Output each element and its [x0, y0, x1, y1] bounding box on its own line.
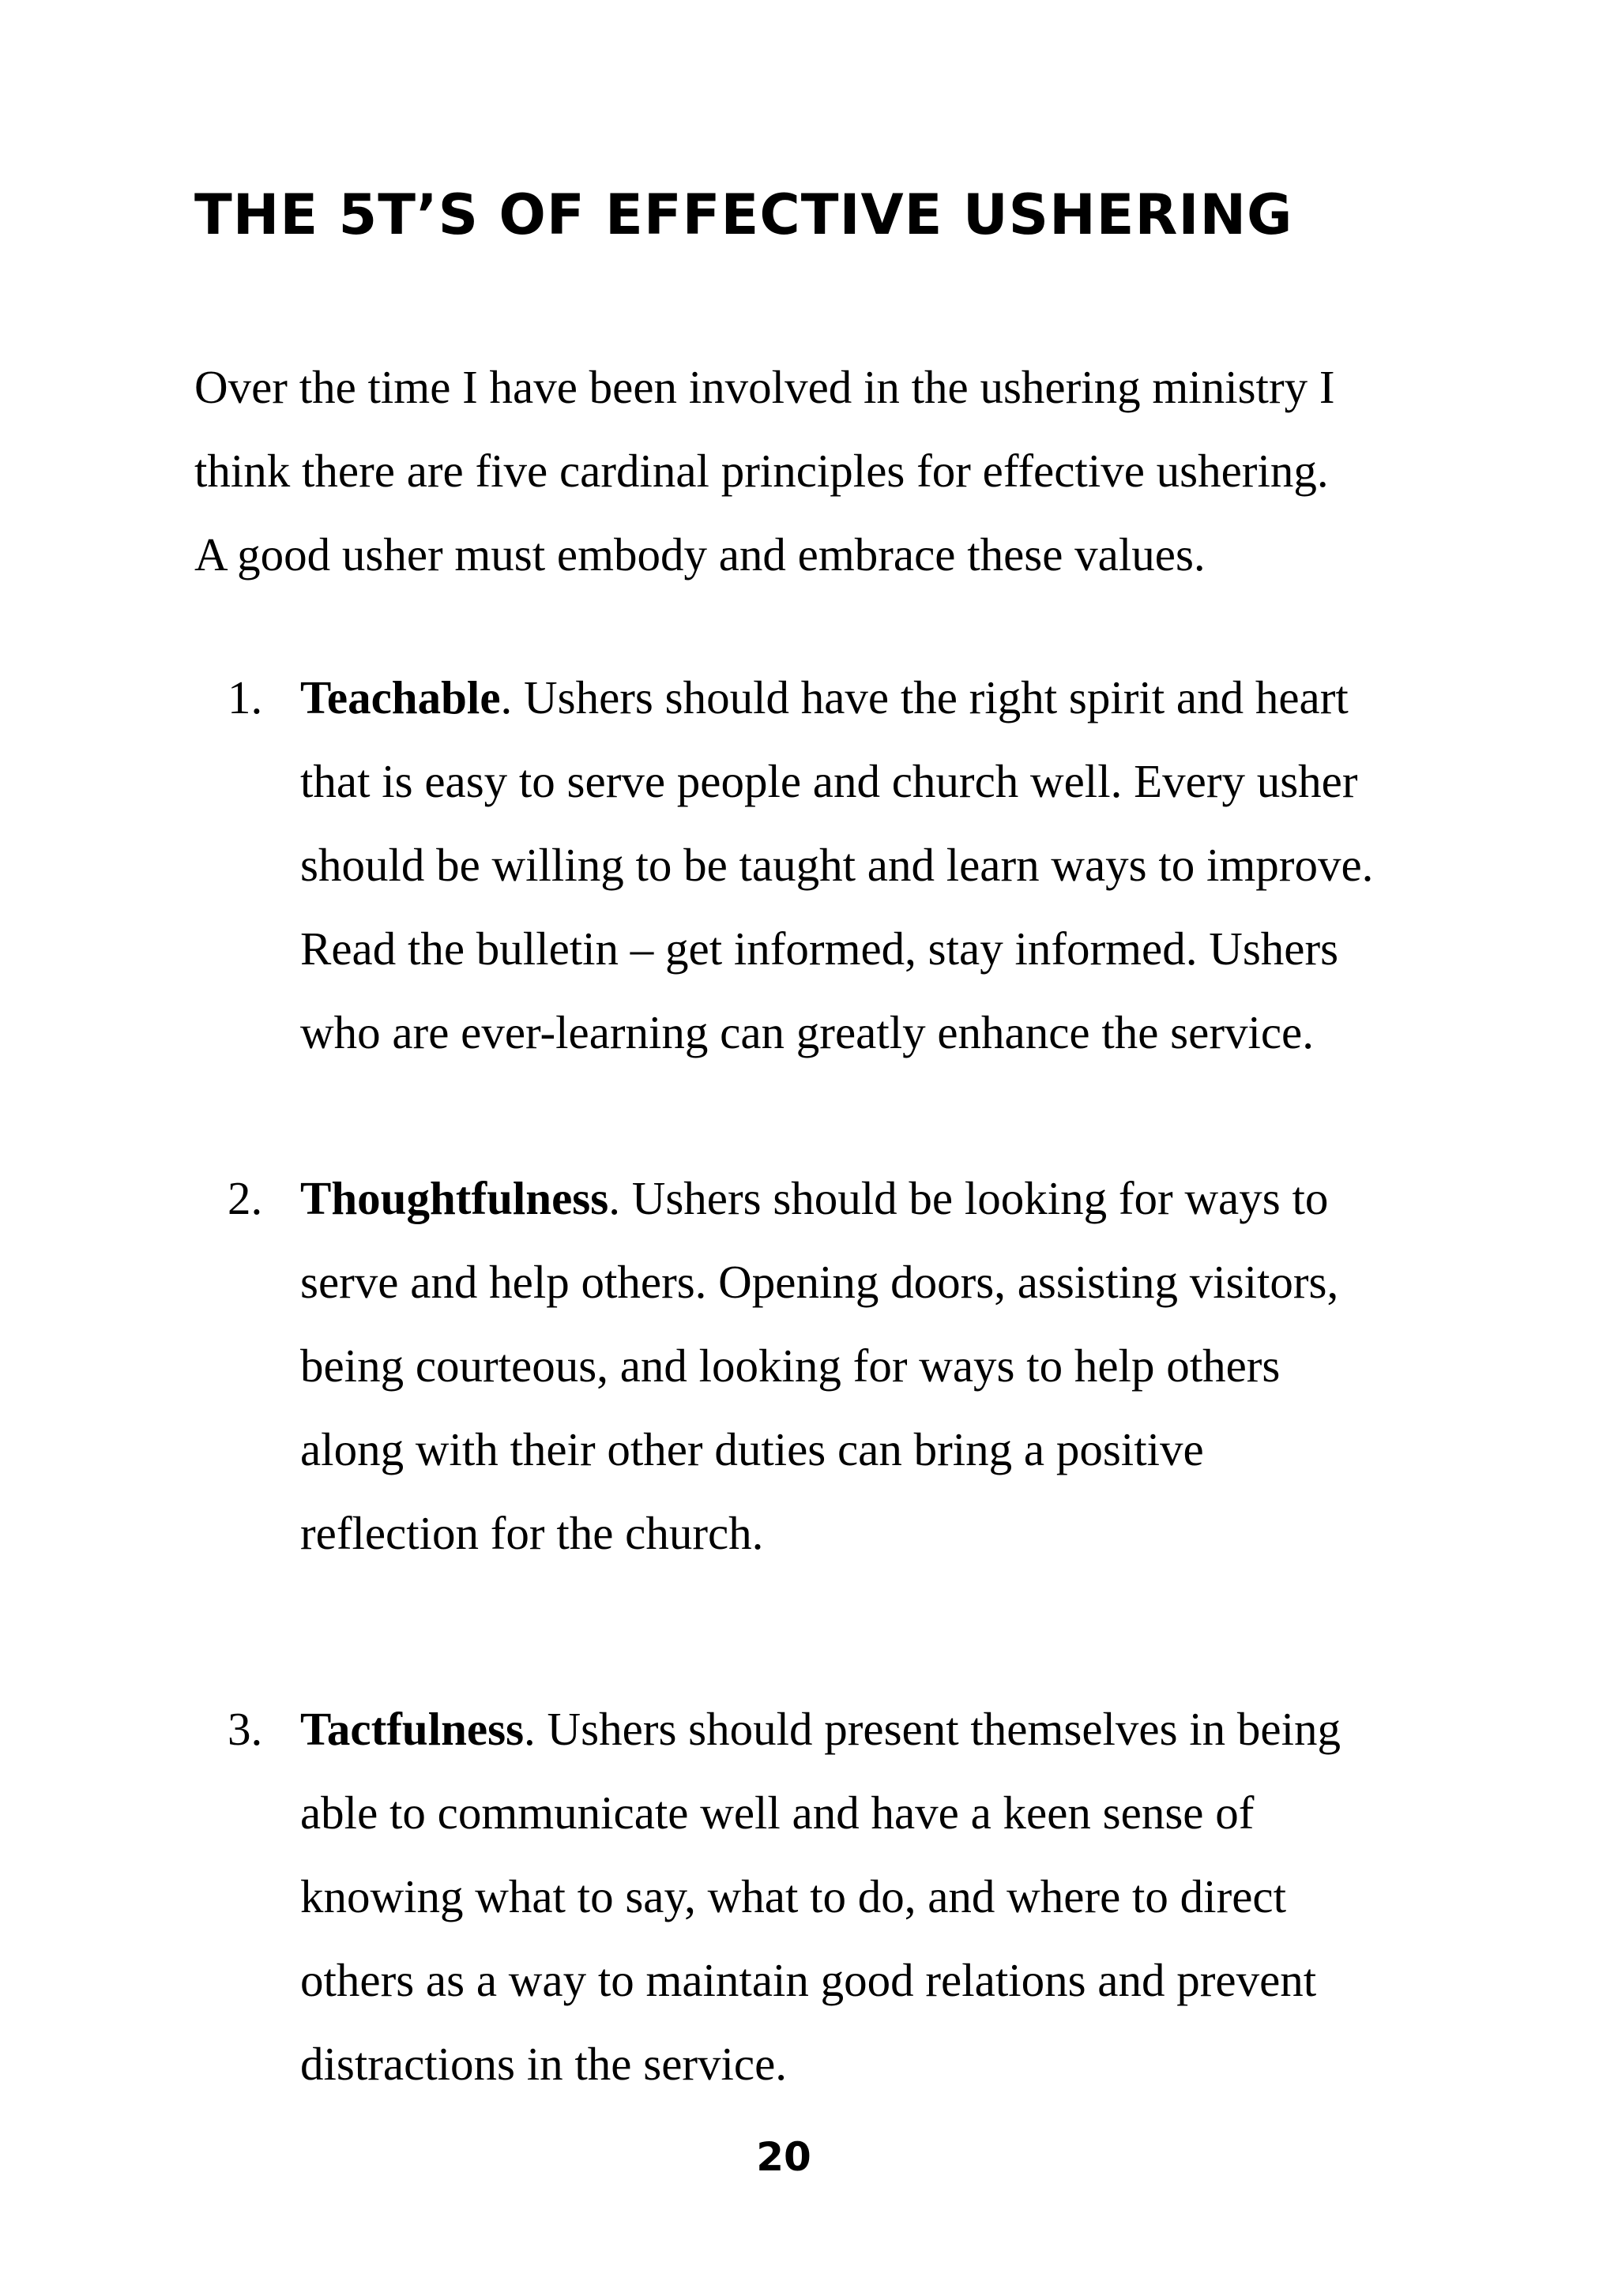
list-item-text: . Ushers should have the right spirit and heart: [500, 671, 1349, 723]
list-item-body: [300, 656, 1485, 1074]
list-item-line: able to communicate well and have a keen sense of: [300, 1787, 1255, 1839]
list-item-first-line: [300, 656, 1485, 739]
list-item-title: Thoughtfulness: [300, 1172, 609, 1224]
list-item-title: Teachable: [300, 671, 501, 723]
intro-paragraph: [194, 345, 1490, 596]
list-item-line: who are ever-learning can greatly enhance the service.: [300, 1006, 1314, 1058]
list-item-line: being courteous, and looking for ways to help others: [300, 1340, 1281, 1392]
intro-line: Over the time I have been involved in the ushering ministry I: [194, 361, 1335, 413]
list-item-first-line: [300, 1156, 1485, 1240]
list-item-line: should be willing to be taught and learn ways to improve.: [300, 839, 1374, 891]
page-heading: THE 5T’S OF EFFECTIVE USHERING: [194, 182, 1293, 247]
list-item-first-line: [300, 1687, 1485, 1771]
page-number: 20: [756, 2134, 811, 2180]
list-item-line: distractions in the service.: [300, 2038, 788, 2090]
intro-line: A good usher must embody and embrace these values.: [194, 528, 1206, 581]
list-item-text: . Ushers should be looking for ways to: [608, 1172, 1329, 1224]
list-item-line: reflection for the church.: [300, 1507, 764, 1559]
list-item-number: 1.: [228, 671, 263, 723]
list-item-number: 2.: [228, 1172, 263, 1224]
list-item-body: [300, 1156, 1485, 1575]
list-item-body: [300, 1687, 1485, 2106]
list-item-line: Read the bulletin – get informed, stay informed. Ushers: [300, 923, 1339, 975]
list-item-line: knowing what to say, what to do, and where to direct: [300, 1870, 1286, 1922]
list-item-title: Tactfulness: [300, 1703, 525, 1755]
list-item-text: . Ushers should present themselves in being: [524, 1703, 1341, 1755]
list-item-number: 3.: [228, 1703, 263, 1755]
list-item-line: along with their other duties can bring a positive: [300, 1423, 1204, 1475]
list-item-line: that is easy to serve people and church well. Every usher: [300, 755, 1358, 807]
list-item-line: others as a way to maintain good relations and prevent: [300, 1954, 1317, 2006]
list-item-line: serve and help others. Opening doors, assisting visitors,: [300, 1256, 1339, 1308]
intro-line: think there are five cardinal principles for effective ushering.: [194, 445, 1329, 497]
